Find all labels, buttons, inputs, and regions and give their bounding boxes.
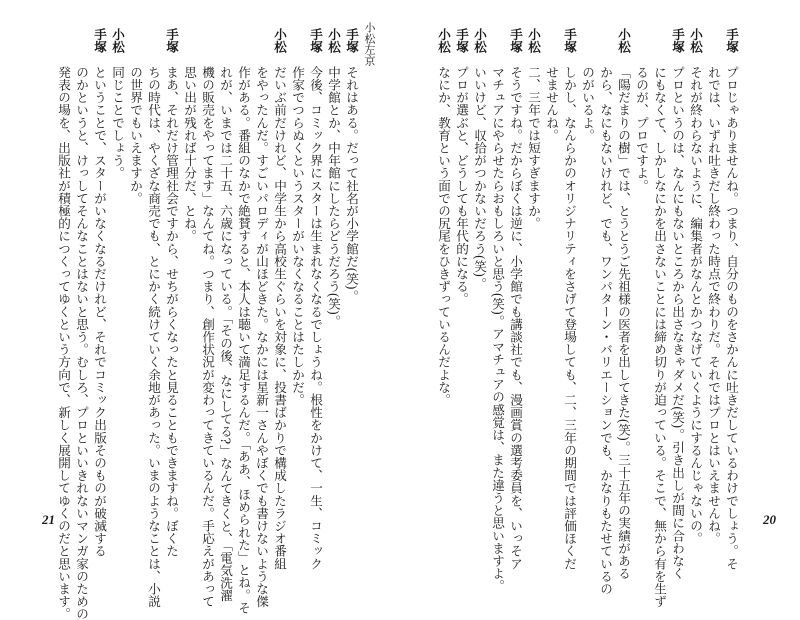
line-text: それが終わらないように、編集者がなんとかつなげていくようにするんじゃないの。 xyxy=(688,65,703,545)
line-text: しかし、なんらかのオリジナリティをさげて登場しても、二、三年の期間では評価ほくだ xyxy=(562,65,577,570)
line-text: だいぶ前だけれど、中学生から高校生ぐらいを対象に、投書ばかりで構成したラジオ番組 xyxy=(272,65,287,570)
speaker-label: 小松 xyxy=(110,28,125,54)
line-text: プロが選ぶと、どうしても年代的になる。 xyxy=(454,65,469,306)
line-text: にもなくて、しかしなにかを出さないことには締め切りが迫っている。そこで、無から有を生ず xyxy=(652,65,667,608)
text-line xyxy=(234,28,252,614)
line-text: なにか、教育という面での尻尾をひきずっているんだよな。 xyxy=(436,65,451,406)
line-text: まあ、それだけ管理社会ですから、せちがらくなったと見ることもできますね。ぼくた xyxy=(164,65,179,558)
left-page-body xyxy=(56,28,360,620)
text-line xyxy=(90,28,108,558)
text-line xyxy=(488,28,506,593)
speaker-label: 手塚 xyxy=(562,28,577,54)
line-text: るのが、プロですよ。 xyxy=(634,65,649,192)
text-line xyxy=(560,28,578,570)
text-line xyxy=(108,28,126,523)
text-line xyxy=(524,28,542,523)
speaker-label: 小松 xyxy=(616,28,631,54)
line-text: 機の販売をやってます」なんてね。つまり、創作状況が変わってきているんだ。手応えがあって xyxy=(200,65,215,608)
speaker-label: 手塚 xyxy=(454,28,469,54)
text-line xyxy=(704,28,722,545)
text-line xyxy=(506,28,524,570)
speaker-label: 手塚 xyxy=(92,28,107,54)
text-line xyxy=(126,28,144,523)
text-line xyxy=(542,28,560,523)
line-text: 今後、コミック界にスターは生まれなくなるでしょうね。根性をかけて、一生、コミック xyxy=(308,65,323,570)
line-text: プロというのは、なんにもないところから出さなきゃダメだ(笑)。引き出しが間に合わなく xyxy=(670,65,685,580)
line-text: をやったんだ。すごいパロディが山ほどきた。なかには星新一さんやぼくでも書けないような傑 xyxy=(254,65,269,608)
text-line xyxy=(434,28,452,523)
line-text: のがいるよ。 xyxy=(580,65,595,142)
speaker-label: 小松 xyxy=(326,28,341,54)
right-page-body xyxy=(436,28,740,608)
text-line xyxy=(72,28,90,620)
speaker-label: 小松 xyxy=(472,28,487,54)
text-line xyxy=(632,28,650,523)
text-line xyxy=(162,28,180,558)
text-line xyxy=(180,28,198,523)
line-text: 発表の場を、出版社が積極的につくってゆくという方向で、新しく展開してゆくのだと思います。 xyxy=(56,65,71,620)
line-text: 作がある。番組のなかで絶賛すると、本人は聴いて満足するんだ。「ああ、ほめられた」とね。そ xyxy=(236,65,251,614)
right-page xyxy=(400,0,800,608)
text-line xyxy=(270,28,288,570)
line-text: 作家でつらぬくというスターがいなくなることはたしかだ。 xyxy=(290,65,305,406)
line-text: そうですね。だからぼくは逆に、小学館でも講談社でも、漫画賞の選考委員を、いっそア xyxy=(508,65,523,570)
speaker-label: 小松 xyxy=(436,28,451,54)
line-text: から、なにもないけれど、でも、ワンパターン・バリエーションでも、かなりもたせているの xyxy=(598,65,613,595)
page-number-right: 20 xyxy=(763,512,776,527)
text-line xyxy=(596,28,614,595)
line-text: プロじゃありませんね。つまり、自分のものをさかんに吐きだしているわけでしょう。そ xyxy=(724,65,739,570)
speaker-label: 手塚 xyxy=(670,28,685,54)
line-text: 二、三年では短すぎますか。 xyxy=(526,65,541,230)
line-text: ということで、スターがいなくなるだけれど、それでコミック出版そのものが破滅する xyxy=(92,65,107,558)
line-text: 中学館とか、中年館にしたらどうだろう(笑)。 xyxy=(326,65,341,328)
text-line xyxy=(306,28,324,570)
speaker-label: 手塚 xyxy=(164,28,179,54)
speaker-label: 手塚 xyxy=(308,28,323,54)
speaker-label: 小松 xyxy=(526,28,541,54)
speaker-label: 小松 xyxy=(272,28,287,54)
speaker-label: 手塚 xyxy=(508,28,523,54)
text-line xyxy=(144,28,162,608)
line-text: れでは、いずれ吐きだし終わった時点で終わりだ。それではプロとはいえませんね。 xyxy=(706,65,721,545)
text-line xyxy=(470,28,488,523)
line-text: 思い出が残れば十分だ、とね。 xyxy=(182,65,197,243)
speaker-label: 手塚 xyxy=(344,28,359,54)
text-line xyxy=(288,28,306,523)
line-text: せませんね。 xyxy=(544,65,559,142)
line-text: 「陽だまりの樹」では、とうとうご先祖様の医者を出してきた(笑)。三十五年の実績がある xyxy=(616,65,631,580)
line-text: それはある。だって社名が小学館だ(笑)。 xyxy=(344,65,359,303)
line-text: ちの時代は、やくざな商売でも、とにかく続けていく余地があった。いまのようなことは、小説 xyxy=(146,65,161,608)
text-line xyxy=(324,28,342,523)
running-head: 小松左京 xyxy=(363,22,376,66)
text-line xyxy=(650,28,668,608)
text-line xyxy=(54,28,72,620)
text-line xyxy=(722,28,740,570)
speaker-label: 手塚 xyxy=(724,28,739,54)
text-line xyxy=(578,28,596,523)
line-text: のかというと、けっしてそんなことはないと思う。むしろ、プロといいきれないマンガ家のための xyxy=(74,65,89,620)
line-text: の世界でもいえますか。 xyxy=(128,65,143,205)
line-text: マチュアにやらせたらおもしろいと思う(笑)。アマチュアの感覚は、また違うと思いますよ。 xyxy=(490,65,505,593)
page-number-left: 21 xyxy=(42,512,55,527)
text-line xyxy=(342,28,360,523)
text-line xyxy=(614,28,632,580)
text-line xyxy=(686,28,704,545)
speaker-label: 小松 xyxy=(688,28,703,54)
text-line xyxy=(198,28,216,608)
text-line xyxy=(216,28,234,602)
line-text: れが、いまでは二十五、六歳になっている。「その後、なにしてる?」なんてきくと、「電気洗濯 xyxy=(218,65,233,602)
text-line xyxy=(252,28,270,608)
line-text: 同じことでしょう。 xyxy=(110,65,125,180)
text-line xyxy=(452,28,470,523)
line-text: いいけど、収拾がつかないだろう(笑)。 xyxy=(472,65,487,290)
text-line xyxy=(668,28,686,580)
